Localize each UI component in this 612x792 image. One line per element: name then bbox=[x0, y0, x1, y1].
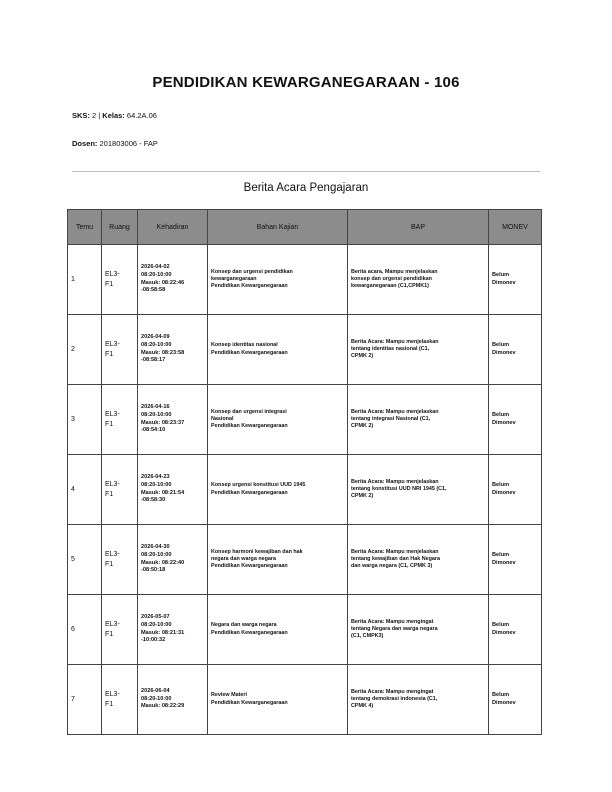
cell-monev-line: Dimonev bbox=[492, 559, 516, 566]
cell-bap-line: tentang identitas nasional (C1, bbox=[351, 345, 430, 352]
cell-ruang-line: F1 bbox=[105, 420, 114, 428]
header-temu: Temu bbox=[68, 210, 102, 245]
table-row bbox=[68, 595, 542, 665]
cell-bap bbox=[348, 455, 489, 525]
table-row bbox=[68, 665, 542, 735]
cell-ruang-line: EL3- bbox=[105, 271, 120, 279]
cell-kehadiran-line: -08:58:30 bbox=[141, 497, 166, 504]
cell-monev-line: Dimonev bbox=[492, 419, 516, 426]
cell-bap-line: Berita Acara: Mampu menjelaskan bbox=[351, 478, 439, 485]
cell-kehadiran-line: -08:58:17 bbox=[141, 357, 166, 364]
cell-temu: 6 bbox=[68, 595, 102, 665]
cell-bahan-kajian-line: Nasional bbox=[211, 415, 234, 422]
cell-kehadiran-line: 08:20-10:00 bbox=[141, 481, 172, 488]
cell-monev bbox=[489, 665, 542, 735]
cell-temu: 2 bbox=[68, 315, 102, 385]
cell-kehadiran-line: 2026-04-16 bbox=[141, 404, 170, 411]
cell-ruang-line: F1 bbox=[105, 630, 114, 638]
dosen-value: 201803006 - FAP bbox=[97, 139, 158, 148]
cell-bap-line: Berita Acara: Mampu mengingat bbox=[351, 618, 434, 625]
table-row bbox=[68, 245, 542, 315]
cell-kehadiran-line: Masuk: 08:22:46 bbox=[141, 279, 185, 286]
cell-temu: 1 bbox=[68, 245, 102, 315]
cell-bap-line: dan warga negara (C1, CPMK 3) bbox=[351, 563, 433, 570]
cell-monev bbox=[489, 525, 542, 595]
header-monev: MONEV bbox=[489, 210, 542, 245]
table-row bbox=[68, 385, 542, 455]
cell-bahan-kajian-line: Pendidikan Kewarganegaraan bbox=[211, 423, 288, 430]
cell-kehadiran-line: 2026-05-07 bbox=[141, 614, 170, 621]
header-ruang: Ruang bbox=[102, 210, 138, 245]
cell-monev-line: Dimonev bbox=[492, 629, 516, 636]
cell-bap-line: tentang kewajiban dan Hak Negara bbox=[351, 555, 440, 562]
cell-bap bbox=[348, 595, 489, 665]
cell-kehadiran-line: 08:20-10:00 bbox=[141, 341, 172, 348]
cell-kehadiran-line: Masuk: 08:23:58 bbox=[141, 349, 185, 356]
table-row bbox=[68, 315, 542, 385]
cell-kehadiran bbox=[138, 455, 208, 525]
cell-kehadiran-line: 2026-04-23 bbox=[141, 474, 170, 481]
cell-bahan-kajian-line: Konsep identitas nasional bbox=[211, 342, 278, 349]
cell-ruang-line: F1 bbox=[105, 560, 114, 568]
cell-temu: 4 bbox=[68, 455, 102, 525]
cell-kehadiran bbox=[138, 385, 208, 455]
cell-bahan-kajian-line: Pendidikan Kewarganegaraan bbox=[211, 349, 288, 356]
cell-monev bbox=[489, 245, 542, 315]
cell-kehadiran-line: 2026-06-04 bbox=[141, 688, 170, 695]
cell-monev-line: Dimonev bbox=[492, 349, 516, 356]
dosen-label: Dosen: bbox=[72, 139, 98, 148]
cell-bap-line: Berita Acara: Mampu menjelaskan bbox=[351, 548, 439, 555]
cell-kehadiran-line: -10:00:32 bbox=[141, 637, 166, 644]
cell-bahan-kajian-line: Pendidikan Kewarganegaraan bbox=[211, 283, 288, 290]
cell-kehadiran-line: 08:20-10:00 bbox=[141, 411, 172, 418]
cell-kehadiran-line: -08:54:10 bbox=[141, 427, 166, 434]
cell-kehadiran-line: 2026-04-09 bbox=[141, 334, 170, 341]
cell-monev-line: Belum bbox=[492, 481, 510, 488]
cell-bap-line: tentang demokrasi indonesia (C1, bbox=[351, 695, 438, 702]
cell-monev bbox=[489, 315, 542, 385]
cell-kehadiran bbox=[138, 525, 208, 595]
kelas-label: Kelas: bbox=[102, 111, 125, 120]
cell-monev-line: Belum bbox=[492, 551, 510, 558]
cell-monev-line: Belum bbox=[492, 271, 510, 278]
cell-ruang bbox=[102, 525, 138, 595]
cell-kehadiran-line: 08:20-10:00 bbox=[141, 621, 172, 628]
table-body bbox=[68, 245, 542, 735]
cell-bap-line: CPMK 2) bbox=[351, 423, 374, 430]
cell-bahan-kajian-line: kewarganegaraan bbox=[211, 275, 257, 282]
cell-bahan-kajian-line: Konsep urgensi konstitusi UUD 1945 bbox=[211, 482, 306, 489]
cell-ruang bbox=[102, 665, 138, 735]
cell-bap-line: Berita Acara: Mampu menjelaskan bbox=[351, 408, 439, 415]
cell-kehadiran-line: 08:20-10:00 bbox=[141, 551, 172, 558]
cell-kehadiran-line: Masuk: 08:21:54 bbox=[141, 489, 185, 496]
cell-bahan-kajian bbox=[208, 525, 348, 595]
cell-kehadiran bbox=[138, 245, 208, 315]
cell-ruang-line: EL3- bbox=[105, 341, 120, 349]
cell-kehadiran-line: Masuk: 08:21:31 bbox=[141, 629, 185, 636]
cell-ruang bbox=[102, 595, 138, 665]
cell-kehadiran bbox=[138, 595, 208, 665]
kelas-value: 64.2A.06 bbox=[124, 111, 157, 120]
cell-bap-line: tentang konstitusi UUD NRI 1945 (C1, bbox=[351, 485, 447, 492]
cell-monev-line: Belum bbox=[492, 411, 510, 418]
cell-bap bbox=[348, 245, 489, 315]
cell-ruang bbox=[102, 455, 138, 525]
cell-kehadiran-line: -08:50:18 bbox=[141, 567, 166, 574]
cell-bahan-kajian-line: Konsep dan urgensi integrasi bbox=[211, 408, 287, 415]
bap-table bbox=[67, 209, 542, 735]
cell-kehadiran-line: 2026-04-30 bbox=[141, 544, 170, 551]
cell-kehadiran-line: 08:20-10:00 bbox=[141, 271, 172, 278]
cell-ruang bbox=[102, 315, 138, 385]
divider bbox=[72, 171, 540, 172]
cell-bahan-kajian-line: Konsep harmoni kewajiban dan hak bbox=[211, 548, 303, 555]
cell-bahan-kajian bbox=[208, 665, 348, 735]
cell-bahan-kajian-line: Pendidikan Kewarganegaraan bbox=[211, 489, 288, 496]
cell-monev bbox=[489, 385, 542, 455]
cell-temu: 3 bbox=[68, 385, 102, 455]
cell-bap-line: Berita Acara: Mampu mengingat bbox=[351, 688, 434, 695]
cell-monev bbox=[489, 595, 542, 665]
cell-kehadiran bbox=[138, 315, 208, 385]
cell-kehadiran-line: 2026-04-02 bbox=[141, 264, 170, 271]
cell-bap-line: Berita acara, Mampu menjelaskan bbox=[351, 268, 438, 275]
page-title: PENDIDIKAN KEWARGANEGARAAN - 106 bbox=[152, 74, 460, 91]
cell-bap-line: tentang Negara dan warga negara bbox=[351, 625, 438, 632]
cell-monev-line: Belum bbox=[492, 691, 510, 698]
cell-ruang-line: F1 bbox=[105, 280, 114, 288]
cell-kehadiran-line: Masuk: 08:22:29 bbox=[141, 703, 185, 710]
cell-bap-line: konsep dan urgensi pendidikan bbox=[351, 275, 432, 282]
cell-bap bbox=[348, 315, 489, 385]
cell-monev-line: Belum bbox=[492, 341, 510, 348]
cell-bahan-kajian bbox=[208, 385, 348, 455]
cell-bahan-kajian-line: negara dan warga negara bbox=[211, 555, 277, 562]
cell-monev-line: Dimonev bbox=[492, 279, 516, 286]
cell-bahan-kajian bbox=[208, 595, 348, 665]
cell-bahan-kajian-line: Negara dan warga negara bbox=[211, 622, 277, 629]
cell-bap bbox=[348, 385, 489, 455]
cell-temu: 5 bbox=[68, 525, 102, 595]
cell-bahan-kajian-line: Konsep dan urgensi pendidikan bbox=[211, 268, 293, 275]
table-row bbox=[68, 455, 542, 525]
cell-monev-line: Belum bbox=[492, 621, 510, 628]
table-row bbox=[68, 525, 542, 595]
cell-monev bbox=[489, 455, 542, 525]
cell-bahan-kajian-line: Pendidikan Kewarganegaraan bbox=[211, 699, 288, 706]
cell-kehadiran-line: -08:58:58 bbox=[141, 287, 166, 294]
header-kehadiran: Kehadiran bbox=[138, 210, 208, 245]
cell-ruang bbox=[102, 245, 138, 315]
cell-bap-line: (C1, CMPK3) bbox=[351, 633, 384, 640]
cell-ruang-line: EL3- bbox=[105, 411, 120, 419]
cell-bahan-kajian-line: Pendidikan Kewarganegaraan bbox=[211, 563, 288, 570]
table-header-row bbox=[68, 210, 542, 245]
cell-monev-line: Dimonev bbox=[492, 489, 516, 496]
cell-bahan-kajian-line: Pendidikan Kewarganegaraan bbox=[211, 629, 288, 636]
cell-bap-line: CPMK 2) bbox=[351, 493, 374, 500]
cell-bap-line: tentang integrasi Nasional (C1, bbox=[351, 415, 431, 422]
cell-bahan-kajian bbox=[208, 245, 348, 315]
cell-bahan-kajian bbox=[208, 455, 348, 525]
cell-bap bbox=[348, 665, 489, 735]
cell-kehadiran-line: Masuk: 08:23:37 bbox=[141, 419, 185, 426]
cell-bap-line: CPMK 2) bbox=[351, 353, 374, 360]
cell-bap bbox=[348, 525, 489, 595]
cell-bahan-kajian bbox=[208, 315, 348, 385]
header-bap: BAP bbox=[348, 210, 489, 245]
sks-label: SKS: bbox=[72, 111, 90, 120]
cell-bap-line: CPMK 4) bbox=[351, 703, 374, 710]
cell-ruang bbox=[102, 385, 138, 455]
lecturer-meta bbox=[72, 139, 158, 148]
section-title: Berita Acara Pengajaran bbox=[243, 182, 369, 194]
course-meta bbox=[72, 111, 157, 120]
cell-temu: 7 bbox=[68, 665, 102, 735]
cell-ruang-line: F1 bbox=[105, 490, 114, 498]
cell-ruang-line: EL3- bbox=[105, 691, 120, 699]
sks-value: 2 | bbox=[89, 111, 103, 120]
cell-monev-line: Dimonev bbox=[492, 699, 516, 706]
cell-bap-line: Berita Acara: Mampu menjelaskan bbox=[351, 338, 439, 345]
cell-kehadiran-line: 08:20-10:00 bbox=[141, 695, 172, 702]
cell-kehadiran bbox=[138, 665, 208, 735]
cell-ruang-line: EL3- bbox=[105, 621, 120, 629]
header-bahan-kajian: Bahan Kajian bbox=[208, 210, 348, 245]
cell-kehadiran-line: Masuk: 08:22:40 bbox=[141, 559, 185, 566]
cell-ruang-line: F1 bbox=[105, 700, 114, 708]
cell-ruang-line: EL3- bbox=[105, 551, 120, 559]
cell-ruang-line: EL3- bbox=[105, 481, 120, 489]
cell-bahan-kajian-line: Review Materi bbox=[211, 692, 247, 699]
cell-bap-line: kewarganegaraan (C1,CPMK1) bbox=[351, 283, 429, 290]
cell-ruang-line: F1 bbox=[105, 350, 114, 358]
